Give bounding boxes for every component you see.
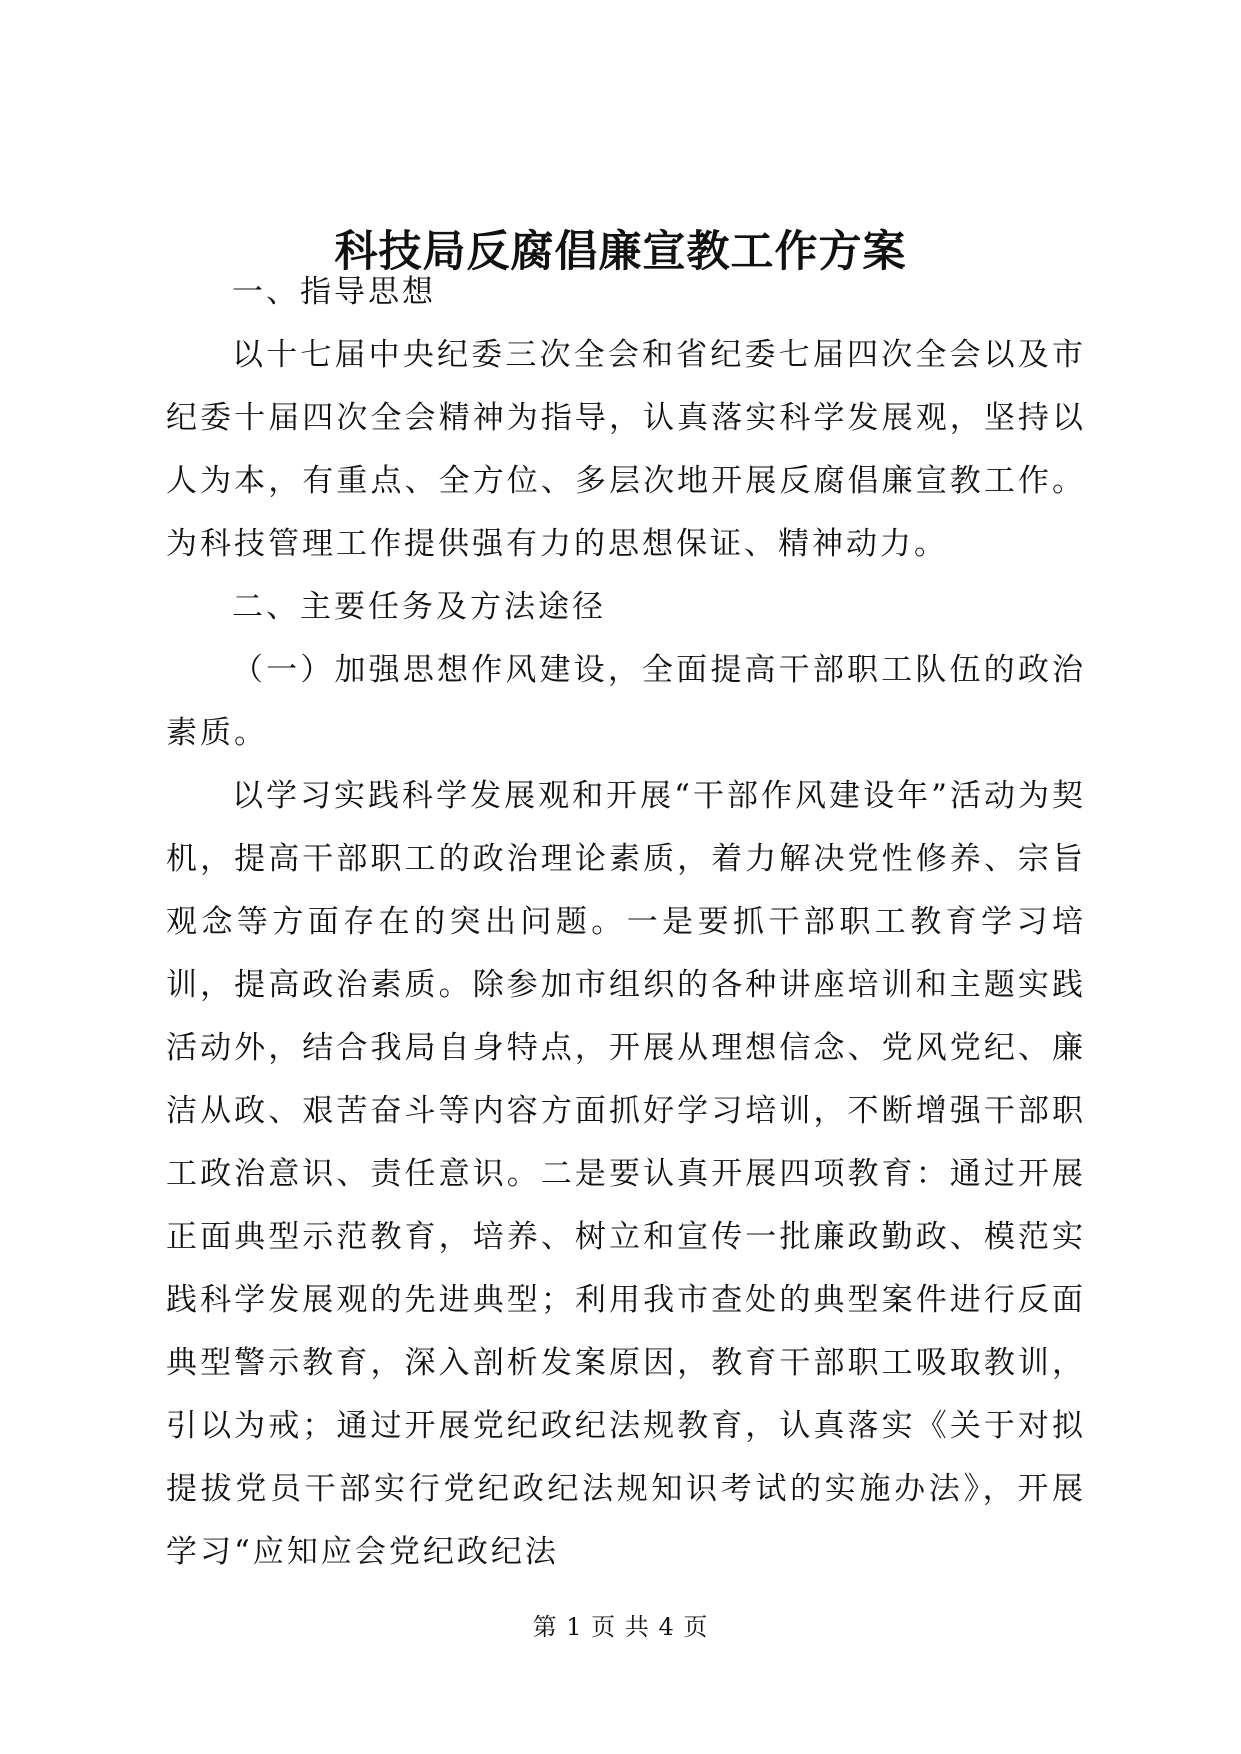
document-body: [166, 261, 1086, 1584]
heading-main-tasks: 二、主要任务及方法途径: [232, 589, 606, 625]
page-number-footer: 第 1 页 共 4 页: [532, 1613, 709, 1641]
paragraph-guiding-ideology: 以十七届中央纪委三次全会和省纪委七届四次全会以及市纪委十届四次全会精神为指导，认真落实科学发展观，坚持以人为本，有重点、全方位、多层次地开展反腐倡廉宣教工作。为科技管理工作提供强有力的思想保证、精神动力。: [166, 337, 1086, 562]
document-title: 科技局反腐倡廉宣教工作方案: [334, 227, 907, 277]
paragraph-ideology-style: 以学习实践科学发展观和开展“干部作风建设年”活动为契机，提高干部职工的政治理论素质，着力解决党性修养、宗旨观念等方面存在的突出问题。一是要抓干部职工教育学习培训，提高政治素质。除参加市组织的各种讲座培训和主题实践活动外，结合我局自身特点，开展从理想信念、党风党纪、廉洁从政、艰苦奋斗等内容方面抓好学习培训，不断增强干部职工政治意识、责任意识。二是要认真开展四项教育：通过开展正面典型示范教育，培养、树立和宣传一批廉政勤政、模范实践科学发展观的先进典型；利用我市查处的典型案件进行反面典型警示教育，深入剖析发案原因，教育干部职工吸取教训，引以为戒；通过开展党纪政纪法规教育，认真落实《关于对拟提拔党员干部实行党纪政纪法规知识考试的实施办法》，开展学习“应知应会党纪政纪法: [166, 778, 1086, 1570]
heading-guiding-ideology: 一、指导思想: [232, 274, 436, 310]
subheading-ideology-style: （一）加强思想作风建设，全面提高干部职工队伍的政治素质。: [166, 652, 1086, 751]
